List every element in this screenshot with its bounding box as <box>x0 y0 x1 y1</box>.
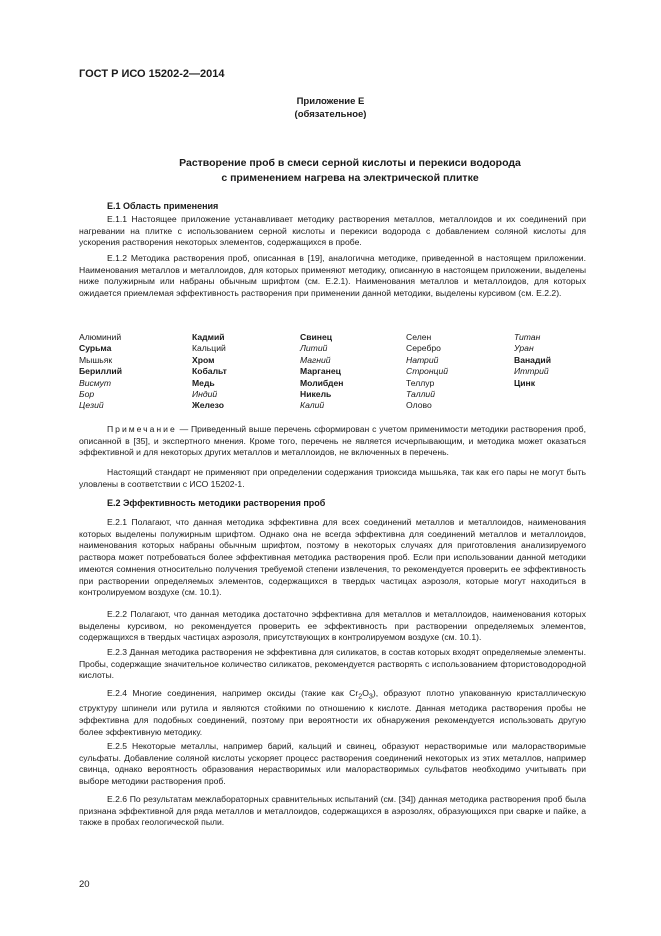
paragraph-e2-4-text-a: Е.2.4 Многие соединения, например оксиды (такие как Cr <box>107 688 359 698</box>
paragraph-e2-4-text-b: O <box>362 688 369 698</box>
element-name: Индий <box>192 389 218 400</box>
note-paragraph <box>79 424 586 459</box>
section-heading-e1: Е.1 Область применения <box>107 201 219 211</box>
paragraph-e2-4 <box>79 688 586 739</box>
element-name: Свинец <box>300 332 333 342</box>
element-name: Марганец <box>300 366 341 377</box>
paragraph-e2-2: Е.2.2 Полагают, что данная методика достаточно эффективна для металлов и металлоидов, наименования которых выделены курсивом, но рекомендуется проверить ее эффективность при растворении определяемых элементов, содержащихся в твердых частицах аэрозоля, присутствующих в контролируемом воздухе (см. 10.1). <box>79 609 586 643</box>
element-name: Таллий <box>406 389 435 400</box>
elements-column-3 <box>300 332 405 412</box>
appendix-status: (обязательное) <box>294 109 367 120</box>
note-text: — Приведенный выше перечень сформирован с учетом применимости методики растворения проб, описанной в [35], и экспертного мнения. Кроме того, перечень не является исчерпывающим, и методика может оказаться эффективной и для некоторых других металлов и металлоидов, не включенных в перечень. <box>79 424 586 458</box>
subscript-2: 2 <box>358 692 363 701</box>
elements-column-4 <box>406 332 511 412</box>
element-name: Натрий <box>406 354 439 365</box>
title-line-2: с применением нагрева на электрической плитке <box>221 172 479 184</box>
element-name: Теллур <box>406 377 435 388</box>
element-name: Бор <box>79 389 95 400</box>
elements-column-5 <box>514 332 619 389</box>
paragraph-e1-1: Е.1.1 Настоящее приложение устанавливает методику растворения металлов, металлоидов и их соединений при нагревании на плитке с использованием серной кислоты и перекиси водорода с добавлением соляной кислоты для ускорения растворения некоторых элементов, содержащихся в пробе. <box>79 214 586 248</box>
element-name: Кадмий <box>192 332 225 342</box>
section-heading-e2: Е.2 Эффективность методики растворения проб <box>107 498 326 508</box>
element-name: Висмут <box>79 377 112 388</box>
element-name: Хром <box>192 354 215 365</box>
element-name: Ванадий <box>514 354 551 365</box>
document-header: ГОСТ Р ИСО 15202-2—2014 <box>79 68 225 80</box>
title-line-1: Растворение проб в смеси серной кислоты и перекиси водорода <box>179 157 521 169</box>
element-name: Сурьма <box>79 343 112 354</box>
element-name: Олово <box>406 400 432 411</box>
appendix-title <box>120 156 580 186</box>
element-name: Никель <box>300 389 332 400</box>
element-name: Мышьяк <box>79 354 113 365</box>
element-name: Молибден <box>300 377 344 388</box>
paragraph-e2-6: Е.2.6 По результатам межлабораторных сравнительных испытаний (см. [34]) данная методика растворения проб была признана эффективной для ряда металлов и металлоидов, содержащихся в аэрозолях, образующихся при сварке и пайке, а также в пробах геологической пыли. <box>79 794 586 828</box>
paragraph-e2-5: Е.2.5 Некоторые металлы, например барий, кальций и свинец, образуют нерастворимые или малорастворимые сульфаты. Добавление соляной кислоты ускоряет процесс растворения соединений некоторых из этих металлов, например свинца, однако вероятность образования нерастворимых или малорастворимых сульфатов необходимо учитывать при выборе методики растворения проб. <box>79 741 586 787</box>
element-name: Титан <box>514 332 541 342</box>
element-name: Магний <box>300 354 331 365</box>
element-name: Иттрий <box>514 366 549 377</box>
element-name: Кальций <box>192 343 226 354</box>
element-name: Медь <box>192 377 215 388</box>
element-name: Селен <box>406 332 432 342</box>
element-name: Цезий <box>79 400 104 411</box>
element-name: Алюминий <box>79 332 122 342</box>
paragraph-e1-2: Е.1.2 Методика растворения проб, описанная в [19], аналогична методике, приведенной в настоящем приложении. Наименования металлов и металлоидов, для которых применяют методику, описанную в настоящем приложении, выделены ниже полужирным или набраны обычным шрифтом (см. Е.2.1). Наименования металлов и металлоидов, для которых ожидается приемлемая эффективность растворения при применении данной методики, выделены курсивом (см. Е.2.2). <box>79 253 586 299</box>
element-name: Уран <box>514 343 534 354</box>
element-name: Литий <box>300 343 328 354</box>
standard-note-paragraph: Настоящий стандарт не применяют при определении содержания триоксида мышьяка, так как его пары не могут быть уловлены в соответствии с ИСО 15202-1. <box>79 467 586 489</box>
paragraph-e2-1: Е.2.1 Полагают, что данная методика эффективна для всех соединений металлов и металлоидов, наименования которых выделены полужирным шрифтом. Однако она не всегда эффективна для соединений металлов и металлоидов, наименования которых набраны обычным шрифтом, поэтому в некоторых случаях для приготовления анализируемого раствора может потребоваться более эффективная методика растворения проб. Если при использовании данной методики имеются сомнения относительно получения требуемой степени извлечения, то рекомендуется проверить ее эффективность при растворении определяемых элементов, содержащихся в твердых частицах аэрозоля, которые могут находиться в контролируемом воздухе (см. 10.1). <box>79 517 586 598</box>
element-name: Серебро <box>406 343 441 354</box>
page-number: 20 <box>79 879 90 890</box>
element-name: Бериллий <box>79 366 122 377</box>
elements-column-2 <box>192 332 297 412</box>
paragraph-e2-3: Е.2.3 Данная методика растворения не эффективна для силикатов, в состав которых входят определяемые элементы. Пробы, содержащие значительное количество силикатов, рекомендуется растворять с использованием фтористоводородной кислоты. <box>79 647 586 681</box>
paragraph-e2-4-text-c: ), образуют плотно упакованную кристаллическую структуру шпинели или рутила и являются стойкими по отношению к кислоте. Данная методика растворения пробы не эффективна для подобных соединений, поэтому при вероятности их обнаружения рекомендуется использовать другую более эффективную методику. <box>79 688 586 737</box>
element-name: Кобальт <box>192 366 227 377</box>
subscript-3: 3 <box>368 692 373 701</box>
elements-column-1 <box>79 332 184 412</box>
element-name: Стронций <box>406 366 449 377</box>
elements-list <box>79 332 586 412</box>
appendix-label: Приложение Е <box>296 96 365 107</box>
element-name: Цинк <box>514 377 536 388</box>
element-name: Железо <box>192 400 224 411</box>
element-name: Калий <box>300 400 325 411</box>
note-label: Примечание <box>107 424 177 434</box>
